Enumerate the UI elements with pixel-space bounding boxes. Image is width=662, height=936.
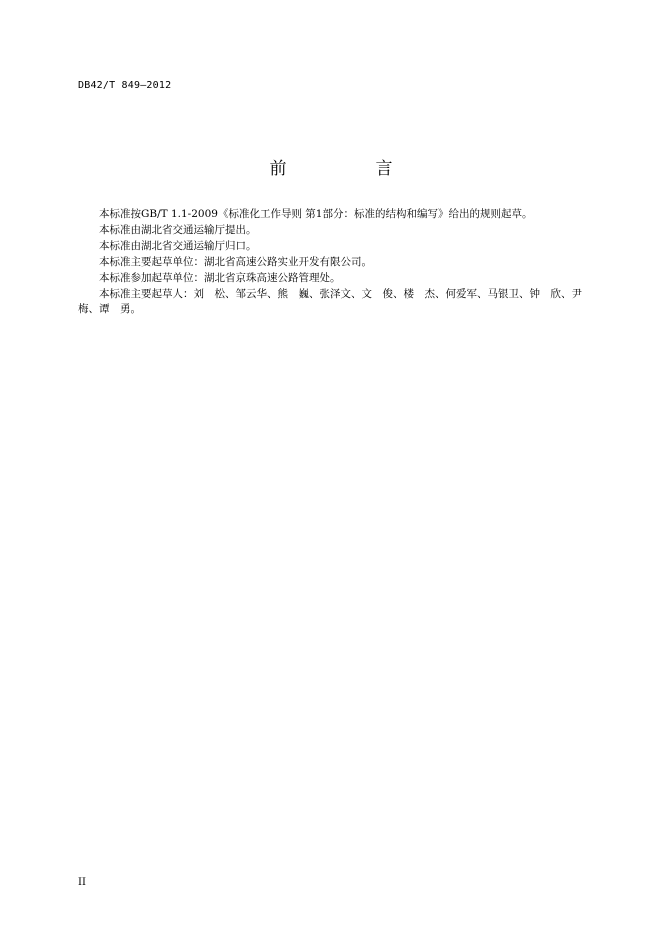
paragraph-main-drafting-unit: 本标准主要起草单位：湖北省高速公路实业开发有限公司。 [99, 256, 372, 268]
page-number: II [78, 877, 86, 888]
paragraph-proposed-by: 本标准由湖北省交通运输厅提出。 [99, 224, 257, 236]
paragraph-administered-by: 本标准由湖北省交通运输厅归口。 [99, 240, 257, 252]
foreword-body [78, 207, 600, 318]
paragraph-main-drafters: 本标准主要起草人：刘 松、邹云华、熊 巍、张泽文、文 俊、楼 杰、何爱军、马银卫、钟 欣、尹 梅、谭 勇。 [78, 288, 593, 315]
paragraph-drafting-rules: 本标准按GB/T 1.1-2009《标准化工作导则 第1部分：标准的结构和编写》给出的规则起草。 [99, 208, 533, 220]
standard-code: DB42/T 849—2012 [78, 80, 172, 91]
section-title: 前 言 [269, 159, 429, 179]
paragraph-participating-unit: 本标准参加起草单位：湖北省京珠高速公路管理处。 [99, 272, 341, 284]
